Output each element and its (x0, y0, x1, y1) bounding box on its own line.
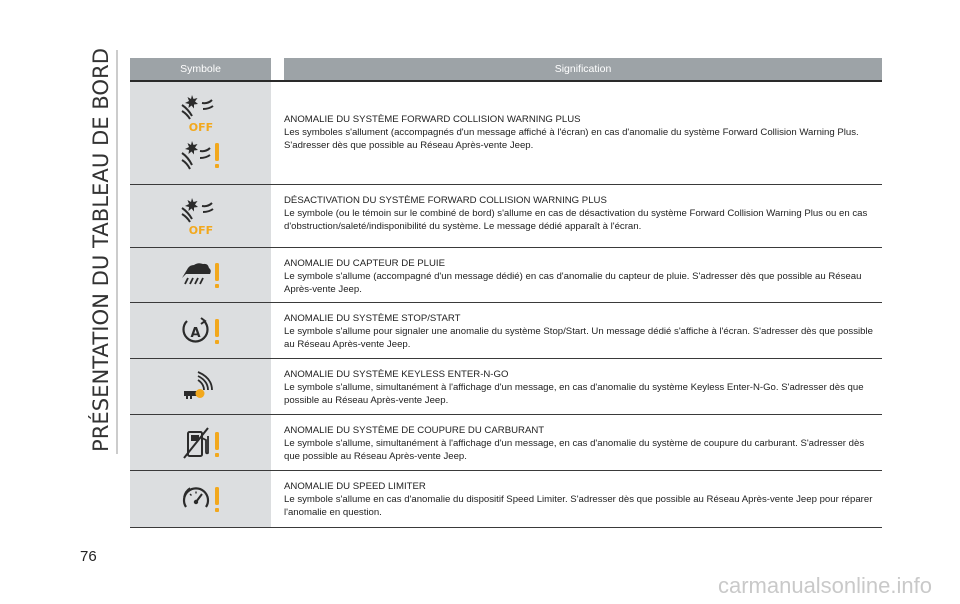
symbol-cell (130, 82, 271, 184)
meaning-cell (271, 248, 882, 302)
row-title: ANOMALIE DU CAPTEUR DE PLUIE (284, 258, 445, 269)
svg-text:OFF: OFF (188, 224, 213, 236)
row-title: ANOMALIE DU SYSTÈME FORWARD COLLISION WARNING PLUS (284, 114, 581, 125)
row-text: Le symbole (ou le témoin sur le combiné de bord) s'allume en cas de désactivation du système Forward Collision Warning Plus ou en cas d'obstruction/saleté/indisponibilité du système. Le message dédié apparaît à l'écran. (284, 207, 868, 232)
table-row (130, 185, 882, 248)
forward-collision-warning-icon (178, 139, 224, 173)
table-row (130, 82, 882, 185)
row-text: Le symbole s'allume en cas d'anomalie du dispositif Speed Limiter. S'adresser dès que possible au Réseau Après-vente Jeep pour réparer l'anomalie en question. (284, 493, 873, 518)
forward-collision-off-icon (178, 93, 224, 133)
header-symbol: Symbole (130, 58, 271, 80)
row-text: Le symbole s'allume pour signaler une anomalie du système Stop/Start. Un message dédié s'affiche à l'écran. S'adresser dès que possible au Réseau Après-vente Jeep. (284, 325, 873, 350)
row-title: ANOMALIE DU SYSTÈME STOP/START (284, 313, 461, 324)
meaning-cell (271, 415, 882, 470)
table-row (130, 415, 882, 471)
row-text: Le symbole s'allume, simultanément à l'affichage d'un message, en cas d'anomalie du système de coupure du carburant. S'adresser dès que possible au Réseau Après-vente Jeep. (284, 437, 865, 462)
stop-start-warning-icon (178, 315, 224, 347)
table-header (130, 58, 882, 82)
row-title: ANOMALIE DU SYSTÈME KEYLESS ENTER-N-GO (284, 369, 509, 380)
table-row (130, 359, 882, 415)
watermark: carmanualsonline.info (717, 573, 932, 598)
meaning-cell (271, 82, 882, 184)
symbol-cell (130, 415, 271, 470)
svg-text:A: A (189, 325, 201, 341)
rain-sensor-warning-icon (178, 260, 224, 290)
row-title: ANOMALIE DU SPEED LIMITER (284, 481, 426, 492)
meaning-cell (271, 471, 882, 527)
meaning-cell (271, 185, 882, 247)
speed-limiter-warning-icon (178, 483, 224, 515)
row-title: ANOMALIE DU SYSTÈME DE COUPURE DU CARBURANT (284, 425, 545, 436)
symbol-cell (130, 185, 271, 247)
keyless-warning-icon (178, 371, 224, 403)
meaning-cell (271, 303, 882, 358)
fuel-cutoff-warning-icon (178, 426, 224, 460)
table-row (130, 248, 882, 303)
meaning-cell (271, 359, 882, 414)
table-row (130, 471, 882, 528)
row-title: DÉSACTIVATION DU SYSTÈME FORWARD COLLISION WARNING PLUS (284, 195, 607, 206)
symbol-cell (130, 248, 271, 302)
warning-symbols-table (130, 58, 882, 528)
symbol-cell (130, 471, 271, 527)
header-meaning: Signification (284, 58, 882, 80)
side-title-text: PRÉSENTATION DU TABLEAU DE BORD (89, 50, 113, 452)
table-row (130, 303, 882, 359)
row-text: Le symbole s'allume, simultanément à l'affichage d'un message, en cas d'anomalie du système Keyless Enter-N-Go. S'adresser dès que possible au Réseau Après-vente Jeep. (284, 381, 864, 406)
forward-collision-off-icon (178, 196, 224, 236)
symbol-cell (130, 359, 271, 414)
symbol-cell (130, 303, 271, 358)
page-number: 76 (80, 548, 97, 565)
row-text: Le symbole s'allume (accompagné d'un message dédié) en cas d'anomalie du capteur de pluie. S'adresser dès que possible au Réseau Après-vente Jeep. (284, 270, 862, 295)
svg-text:OFF: OFF (188, 121, 213, 133)
row-text: Les symboles s'allument (accompagnés d'un message affiché à l'écran) en cas d'anomalie du système Forward Collision Warning Plus. S'adresser dès que possible au Réseau Après-vente Jeep. (284, 126, 859, 151)
side-title (78, 44, 122, 456)
